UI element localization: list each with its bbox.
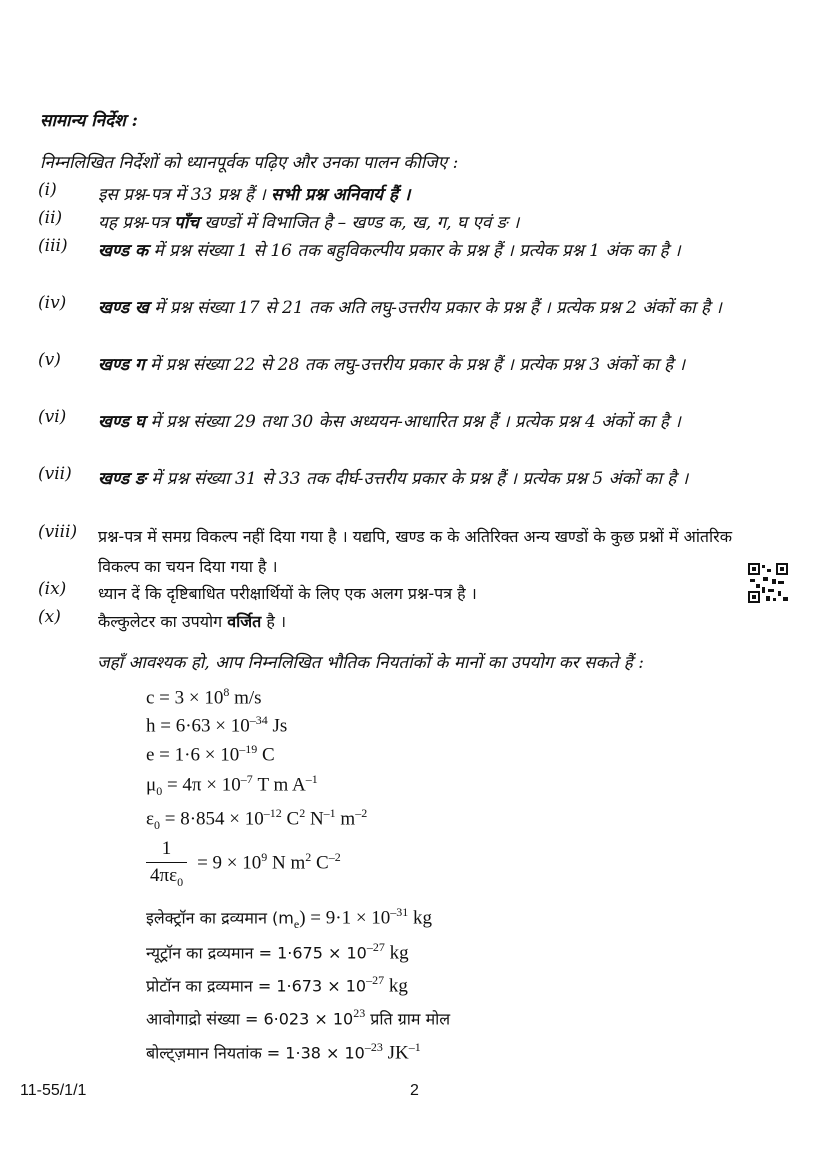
unit-exponent: 2 <box>299 806 306 820</box>
constant-unit: JK <box>382 1042 409 1064</box>
constant-label: आवोगाद्रो संख्या = 6·023 × 10 <box>146 1009 354 1029</box>
constant-exponent: –34 <box>249 713 268 727</box>
instruction-item <box>38 180 787 210</box>
instruction-item <box>38 607 787 637</box>
constant-unit: kg <box>408 907 433 929</box>
instruction-number: (x) <box>38 607 61 627</box>
constant-unit: kg <box>384 975 408 997</box>
instruction-text: कैल्कुलेटर का उपयोग <box>98 612 228 631</box>
constant-symbol: ε <box>146 808 154 830</box>
instruction-text: प्रश्न-पत्र में समग्र विकल्प नहीं दिया गया है । यद्यपि, खण्ड क के अतिरिक्त अन्य खण्डों के कुछ प्रश्नों में आंतरिक विकल्प का चयन दिया गया है । <box>98 527 733 576</box>
constant-subscript: 0 <box>153 818 160 833</box>
qr-code-icon <box>748 563 788 603</box>
instruction-bold: खण्ड ग <box>98 355 145 375</box>
instruction-item <box>38 350 787 380</box>
instruction-bold: खण्ड ङ <box>98 469 146 489</box>
constant-unit: m/s <box>229 687 262 709</box>
constant-exponent: –31 <box>390 905 409 919</box>
instruction-bold: खण्ड ख <box>98 298 149 318</box>
instruction-item <box>38 293 787 323</box>
constant-exponent: –7 <box>240 772 253 786</box>
fraction-numerator: 1 <box>146 838 187 863</box>
constant-neutron-mass <box>146 940 409 964</box>
instructions-intro: निम्नलिखित निर्देशों को ध्यानपूर्वक पढ़िए और उनका पालन कीजिए : <box>40 153 459 173</box>
instruction-text: में प्रश्न संख्या 1 से 16 तक बहुविकल्पीय प्रकार के प्रश्न हैं । प्रत्येक प्रश्न 1 अंक का है । <box>148 241 681 261</box>
constant-boltzmann <box>146 1040 421 1064</box>
constant-exponent: 23 <box>353 1006 366 1020</box>
instruction-text: यह प्रश्न-पत्र <box>98 213 175 233</box>
fraction-denominator: 4πε <box>150 865 178 886</box>
constant-exponent: 9 <box>261 849 268 864</box>
constant-unit: Js <box>267 715 288 737</box>
constant-value: = 4π × 10 <box>162 774 241 796</box>
constant-electron-mass <box>146 905 432 932</box>
instruction-number: (v) <box>38 350 61 370</box>
instruction-number: (iii) <box>38 236 68 256</box>
instruction-text: है । <box>261 612 287 631</box>
constant-value: h = 6·63 × 10 <box>146 715 250 737</box>
constant-label: बोल्ट्ज़मान नियतांक = 1·38 × 10 <box>146 1043 365 1063</box>
instruction-number: (ix) <box>38 579 67 599</box>
constant-value: = 8·854 × 10 <box>159 808 264 830</box>
instructions-heading: सामान्य निर्देश : <box>40 111 138 131</box>
constant-exponent: –19 <box>239 742 258 756</box>
constant-e <box>146 742 275 766</box>
unit-exponent: –2 <box>328 849 341 864</box>
instruction-number: (i) <box>38 180 57 200</box>
instruction-number: (vi) <box>38 407 67 427</box>
unit-exponent: –1 <box>305 772 318 786</box>
instruction-bold: खण्ड क <box>98 241 149 261</box>
unit-exponent: –1 <box>323 806 336 820</box>
instruction-item <box>38 407 787 437</box>
instruction-text: ध्यान दें कि दृष्टिबाधित परीक्षार्थियों के लिए एक अलग प्रश्न-पत्र है । <box>98 584 477 603</box>
instruction-text: खण्डों में विभाजित है – खण्ड क, ख, ग, घ एवं ङ । <box>199 213 520 233</box>
constant-c <box>146 685 262 709</box>
instruction-bold: सभी <box>271 185 299 205</box>
constant-symbol: μ <box>146 774 157 796</box>
unit-exponent: 2 <box>305 849 312 864</box>
constant-subscript: 0 <box>177 874 184 889</box>
constant-subscript: e <box>293 917 300 932</box>
constant-value: = 9 × 10 <box>197 852 262 874</box>
constants-intro: जहाँ आवश्यक हो, आप निम्नलिखित भौतिक नियतांकों के मानों का उपयोग कर सकते हैं : <box>97 653 644 673</box>
constant-value: e = 1·6 × 10 <box>146 744 240 766</box>
constant-unit: C <box>311 852 329 874</box>
constant-unit: m <box>335 808 356 830</box>
instruction-item <box>38 236 787 266</box>
instruction-item <box>38 579 787 609</box>
fraction <box>146 838 187 890</box>
constant-value: ) = 9·1 × 10 <box>299 907 391 929</box>
constant-h <box>146 713 287 737</box>
unit-exponent: –1 <box>408 1040 421 1054</box>
instruction-number: (vii) <box>38 464 72 484</box>
instruction-item <box>38 464 787 494</box>
instruction-bold: पाँच <box>174 213 200 233</box>
instruction-number: (ii) <box>38 208 63 228</box>
instruction-item <box>38 208 787 238</box>
instruction-bold: वर्जित <box>227 612 262 631</box>
constant-subscript: 0 <box>156 784 163 799</box>
constant-label: न्यूट्रॉन का द्रव्यमान = 1·675 × 10 <box>146 943 367 963</box>
constant-unit: N <box>305 808 324 830</box>
constant-exponent: –12 <box>263 806 282 820</box>
page-number: 2 <box>410 1082 419 1099</box>
constant-unit: T m A <box>252 774 306 796</box>
instruction-number: (viii) <box>38 522 78 542</box>
unit-exponent: –2 <box>355 806 368 820</box>
instruction-number: (iv) <box>38 293 67 313</box>
instruction-text: में प्रश्न संख्या 31 से 33 तक दीर्घ-उत्तरीय प्रकार के प्रश्न हैं । प्रत्येक प्रश्न 5 अंकों का है । <box>145 469 689 489</box>
constant-exponent: –23 <box>364 1040 383 1054</box>
instruction-text: इस प्रश्न-पत्र में 33 प्रश्न हैं । <box>98 185 272 205</box>
constant-label: प्रोटॉन का द्रव्यमान = 1·673 × 10 <box>146 976 367 996</box>
instruction-bold: खण्ड घ <box>98 412 146 432</box>
instruction-text: में प्रश्न संख्या 22 से 28 तक लघु-उत्तरीय प्रकार के प्रश्न हैं । प्रत्येक प्रश्न 3 अंकों का है । <box>144 355 686 375</box>
constant-avogadro <box>146 1006 450 1030</box>
constant-coulomb <box>146 838 341 890</box>
constant-unit: kg <box>384 942 409 964</box>
constant-exponent: –27 <box>366 940 385 954</box>
constant-unit: N m <box>267 852 306 874</box>
constant-unit: प्रति ग्राम मोल <box>365 1009 451 1029</box>
constant-unit: C <box>281 808 300 830</box>
instruction-text: में प्रश्न संख्या 17 से 21 तक अति लघु-उत्तरीय प्रकार के प्रश्न हैं । प्रत्येक प्रश्न 2 अंकों का है । <box>148 298 722 318</box>
constant-mu0 <box>146 772 318 799</box>
constant-exponent: 8 <box>223 685 230 699</box>
paper-code: 11-55/1/1 <box>20 1082 87 1099</box>
instruction-item <box>38 522 767 582</box>
instruction-text: में प्रश्न संख्या 29 तथा 30 केस अध्ययन-आधारित प्रश्न हैं । प्रत्येक प्रश्न 4 अंकों का है । <box>145 412 681 432</box>
constant-label: इलेक्ट्रॉन का द्रव्यमान (m <box>146 908 294 928</box>
constant-exponent: –27 <box>366 973 385 987</box>
constant-proton-mass <box>146 973 408 997</box>
instruction-text: प्रश्न अनिवार्य हैं । <box>298 185 411 205</box>
constant-value: c = 3 × 10 <box>146 687 224 709</box>
constant-eps0 <box>146 806 367 833</box>
constant-unit: C <box>257 744 275 766</box>
